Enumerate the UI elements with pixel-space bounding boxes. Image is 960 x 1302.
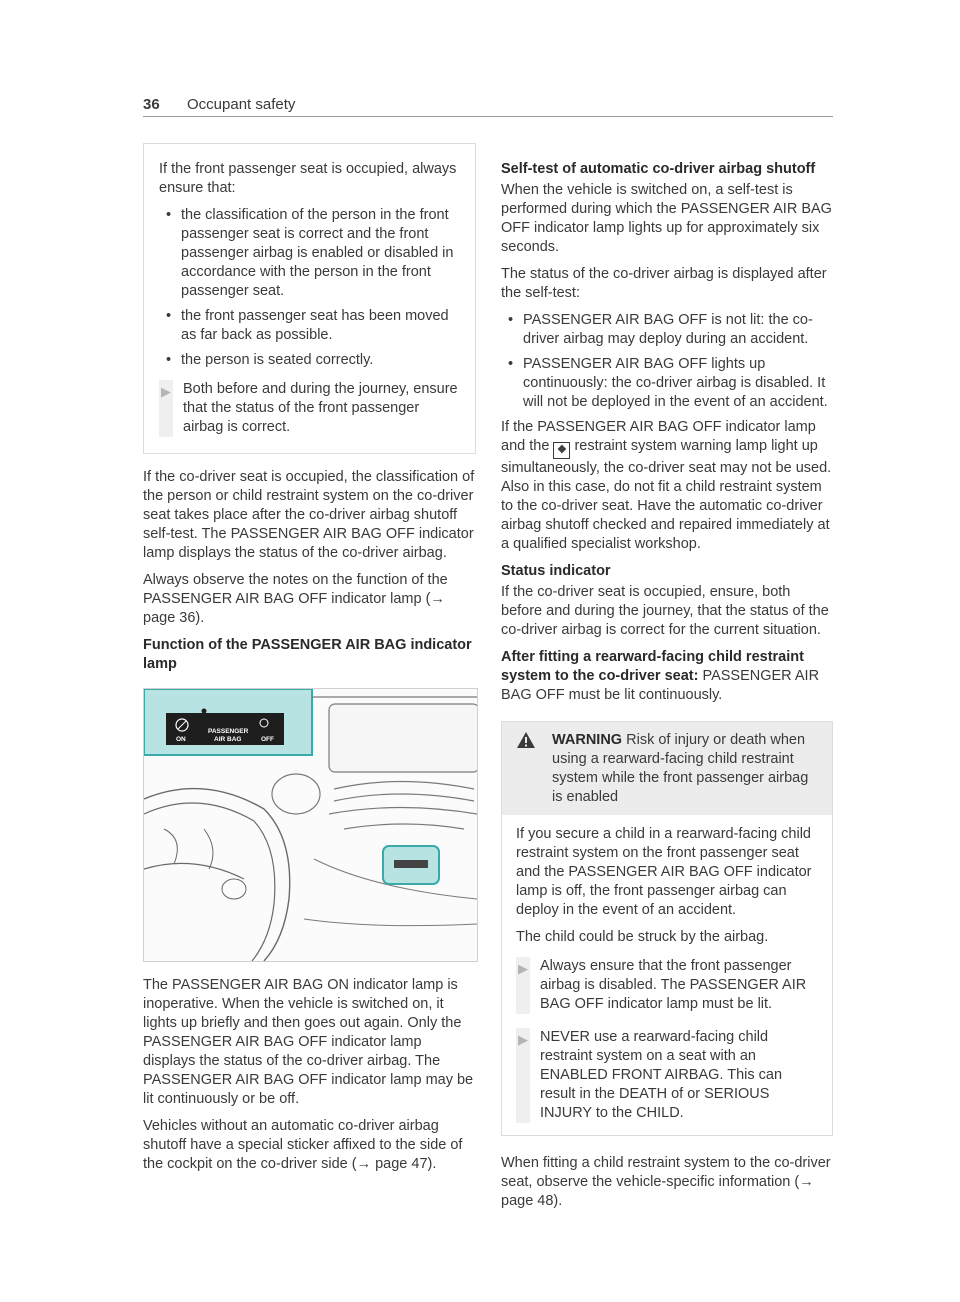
instruction-step: [516, 1028, 820, 1123]
paragraph: The child could be struck by the airbag.: [516, 929, 769, 945]
section-heading: Self-test of automatic co-driver airbag shutoff: [501, 161, 816, 177]
safety-note-box: [143, 143, 476, 454]
instruction-text: NEVER use a rearward-facing child restraint system on a seat with an ENABLED FRONT AIRBAG. This can result in the DEATH of or SERIOUS INJURY to the CHILD.: [540, 1029, 783, 1121]
list-item: • the front passenger seat has been moved as far back as possible.: [159, 307, 461, 345]
paragraph: [501, 418, 833, 554]
section-heading: Function of the PASSENGER AIR BAG indicator lamp: [143, 637, 472, 672]
instruction-text: Both before and during the journey, ensure that the status of the front passenger airbag is correct.: [183, 381, 458, 435]
play-arrow-icon: ▶: [516, 1028, 530, 1123]
paragraph: The PASSENGER AIR BAG ON indicator lamp is inoperative. When the vehicle is switched on, it lights up briefly and then goes out again. Only the PASSENGER AIR BAG OFF indicator lamp displays the status of the co-driver airbag. The PASSENGER AIR BAG OFF indicator lamp may be lit continuously or be off.: [143, 977, 474, 1107]
steering-wheel: [144, 789, 290, 961]
paragraph: [501, 648, 833, 705]
status-bullet-list: [501, 311, 833, 412]
air-vent-round: [272, 774, 320, 814]
instruction-step: [159, 380, 461, 437]
list-item: • the person is seated correctly.: [159, 351, 461, 370]
paragraph: Vehicles without an automatic co-driver airbag shutoff have a special sticker affixed to the side of the cockpit on the co-driver side (→ page 47).: [143, 1118, 463, 1172]
inline-heading: After fitting a rearward-facing child restraint system to the co-driver seat:: [501, 649, 804, 684]
instruction-text: Always ensure that the front passenger airbag is disabled. The PASSENGER AIR BAG OFF indicator lamp must be lit.: [540, 958, 807, 1012]
cockpit-drawing: [144, 689, 477, 961]
right-column: [501, 156, 833, 1219]
paragraph: [143, 571, 476, 628]
instruction-step: [516, 957, 820, 1014]
on-label: ON: [176, 736, 186, 743]
section-heading: Status indicator: [501, 563, 611, 579]
paragraph-text: Always observe the notes on the function of the PASSENGER AIR BAG OFF indicator lamp: [143, 572, 448, 607]
note-intro: If the front passenger seat is occupied, always ensure that:: [159, 161, 457, 196]
warning-header: [502, 722, 832, 815]
page-number: 36: [143, 96, 160, 113]
header-rule: [143, 116, 833, 117]
list-item: • PASSENGER AIR BAG OFF is not lit: the co-driver airbag may deploy during an accident.: [501, 311, 833, 349]
paragraph: When fitting a child restraint system to the co-driver seat, observe the vehicle-specific information (→ page 48).: [501, 1155, 831, 1209]
warning-title-text: Risk of injury or death when using a rearward-facing child restraint system while the front passenger airbag is enabled: [552, 732, 809, 805]
paragraph: If the co-driver seat is occupied, ensure, both before and during the journey, that the status of the co-driver airbag is correct for the current situation.: [501, 584, 829, 638]
note-bullet-list: [159, 206, 461, 370]
list-item: • the classification of the person in the front passenger seat is correct and the front passenger airbag is enabled or disabled in accordance with the person in the front passenger seat.: [159, 206, 461, 301]
left-column: [143, 143, 476, 1182]
play-arrow-icon: ▶: [159, 380, 173, 437]
warning-triangle-icon: [516, 731, 538, 807]
paragraph: When the vehicle is switched on, a self-test is performed during which the PASSENGER AIR BAG OFF indicator lamp lights up for approximately six seconds.: [501, 182, 832, 255]
paragraph: If the co-driver seat is occupied, the classification of the person or child restraint system on the co-driver seat takes place after the co-driver airbag shutoff self-test. The PASSENGER AIR BAG OFF indicator lamp displays the status of the co-driver airbag.: [143, 469, 475, 561]
warning-label: WARNING: [552, 732, 623, 748]
restraint-warning-lamp-icon: ❖: [553, 442, 570, 459]
page-header-title: Occupant safety: [187, 96, 296, 113]
center-screen: [329, 704, 477, 772]
warning-title: [552, 731, 820, 807]
paragraph: The status of the co-driver airbag is displayed after the self-test:: [501, 266, 827, 301]
page-reference-link[interactable]: (→ page 36).: [143, 591, 445, 626]
warning-body: [502, 815, 832, 1135]
airbag-label: AIR BAG: [214, 736, 242, 743]
paragraph-text: restraint system warning lamp light up simultaneously, the co-driver seat may not be used. Also in this case, do not fit a child restraint system to the co-driver seat. Have the automatic co-driver airbag shutoff checked and repaired immediately at a qualified specialist workshop.: [501, 438, 832, 552]
passenger-label: PASSENGER: [208, 728, 249, 735]
paragraph-text: PASSENGER AIR BAG OFF must be lit continuously.: [501, 668, 820, 703]
play-arrow-icon: ▶: [516, 957, 530, 1014]
paragraph-text: If the PASSENGER AIR BAG OFF indicator lamp and the: [501, 419, 816, 454]
cockpit-illustration: [143, 688, 478, 962]
paragraph: If you secure a child in a rearward-facing child restraint system on the front passenger seat and the PASSENGER AIR BAG OFF indicator lamp is off, the front passenger airbag can deploy in the event of an accident.: [516, 826, 812, 918]
list-item: • PASSENGER AIR BAG OFF lights up continuously: the co-driver airbag is disabled. It will not be deployed in the event of an accident.: [501, 355, 833, 412]
off-label: OFF: [261, 736, 274, 743]
warning-box: [501, 721, 833, 1136]
